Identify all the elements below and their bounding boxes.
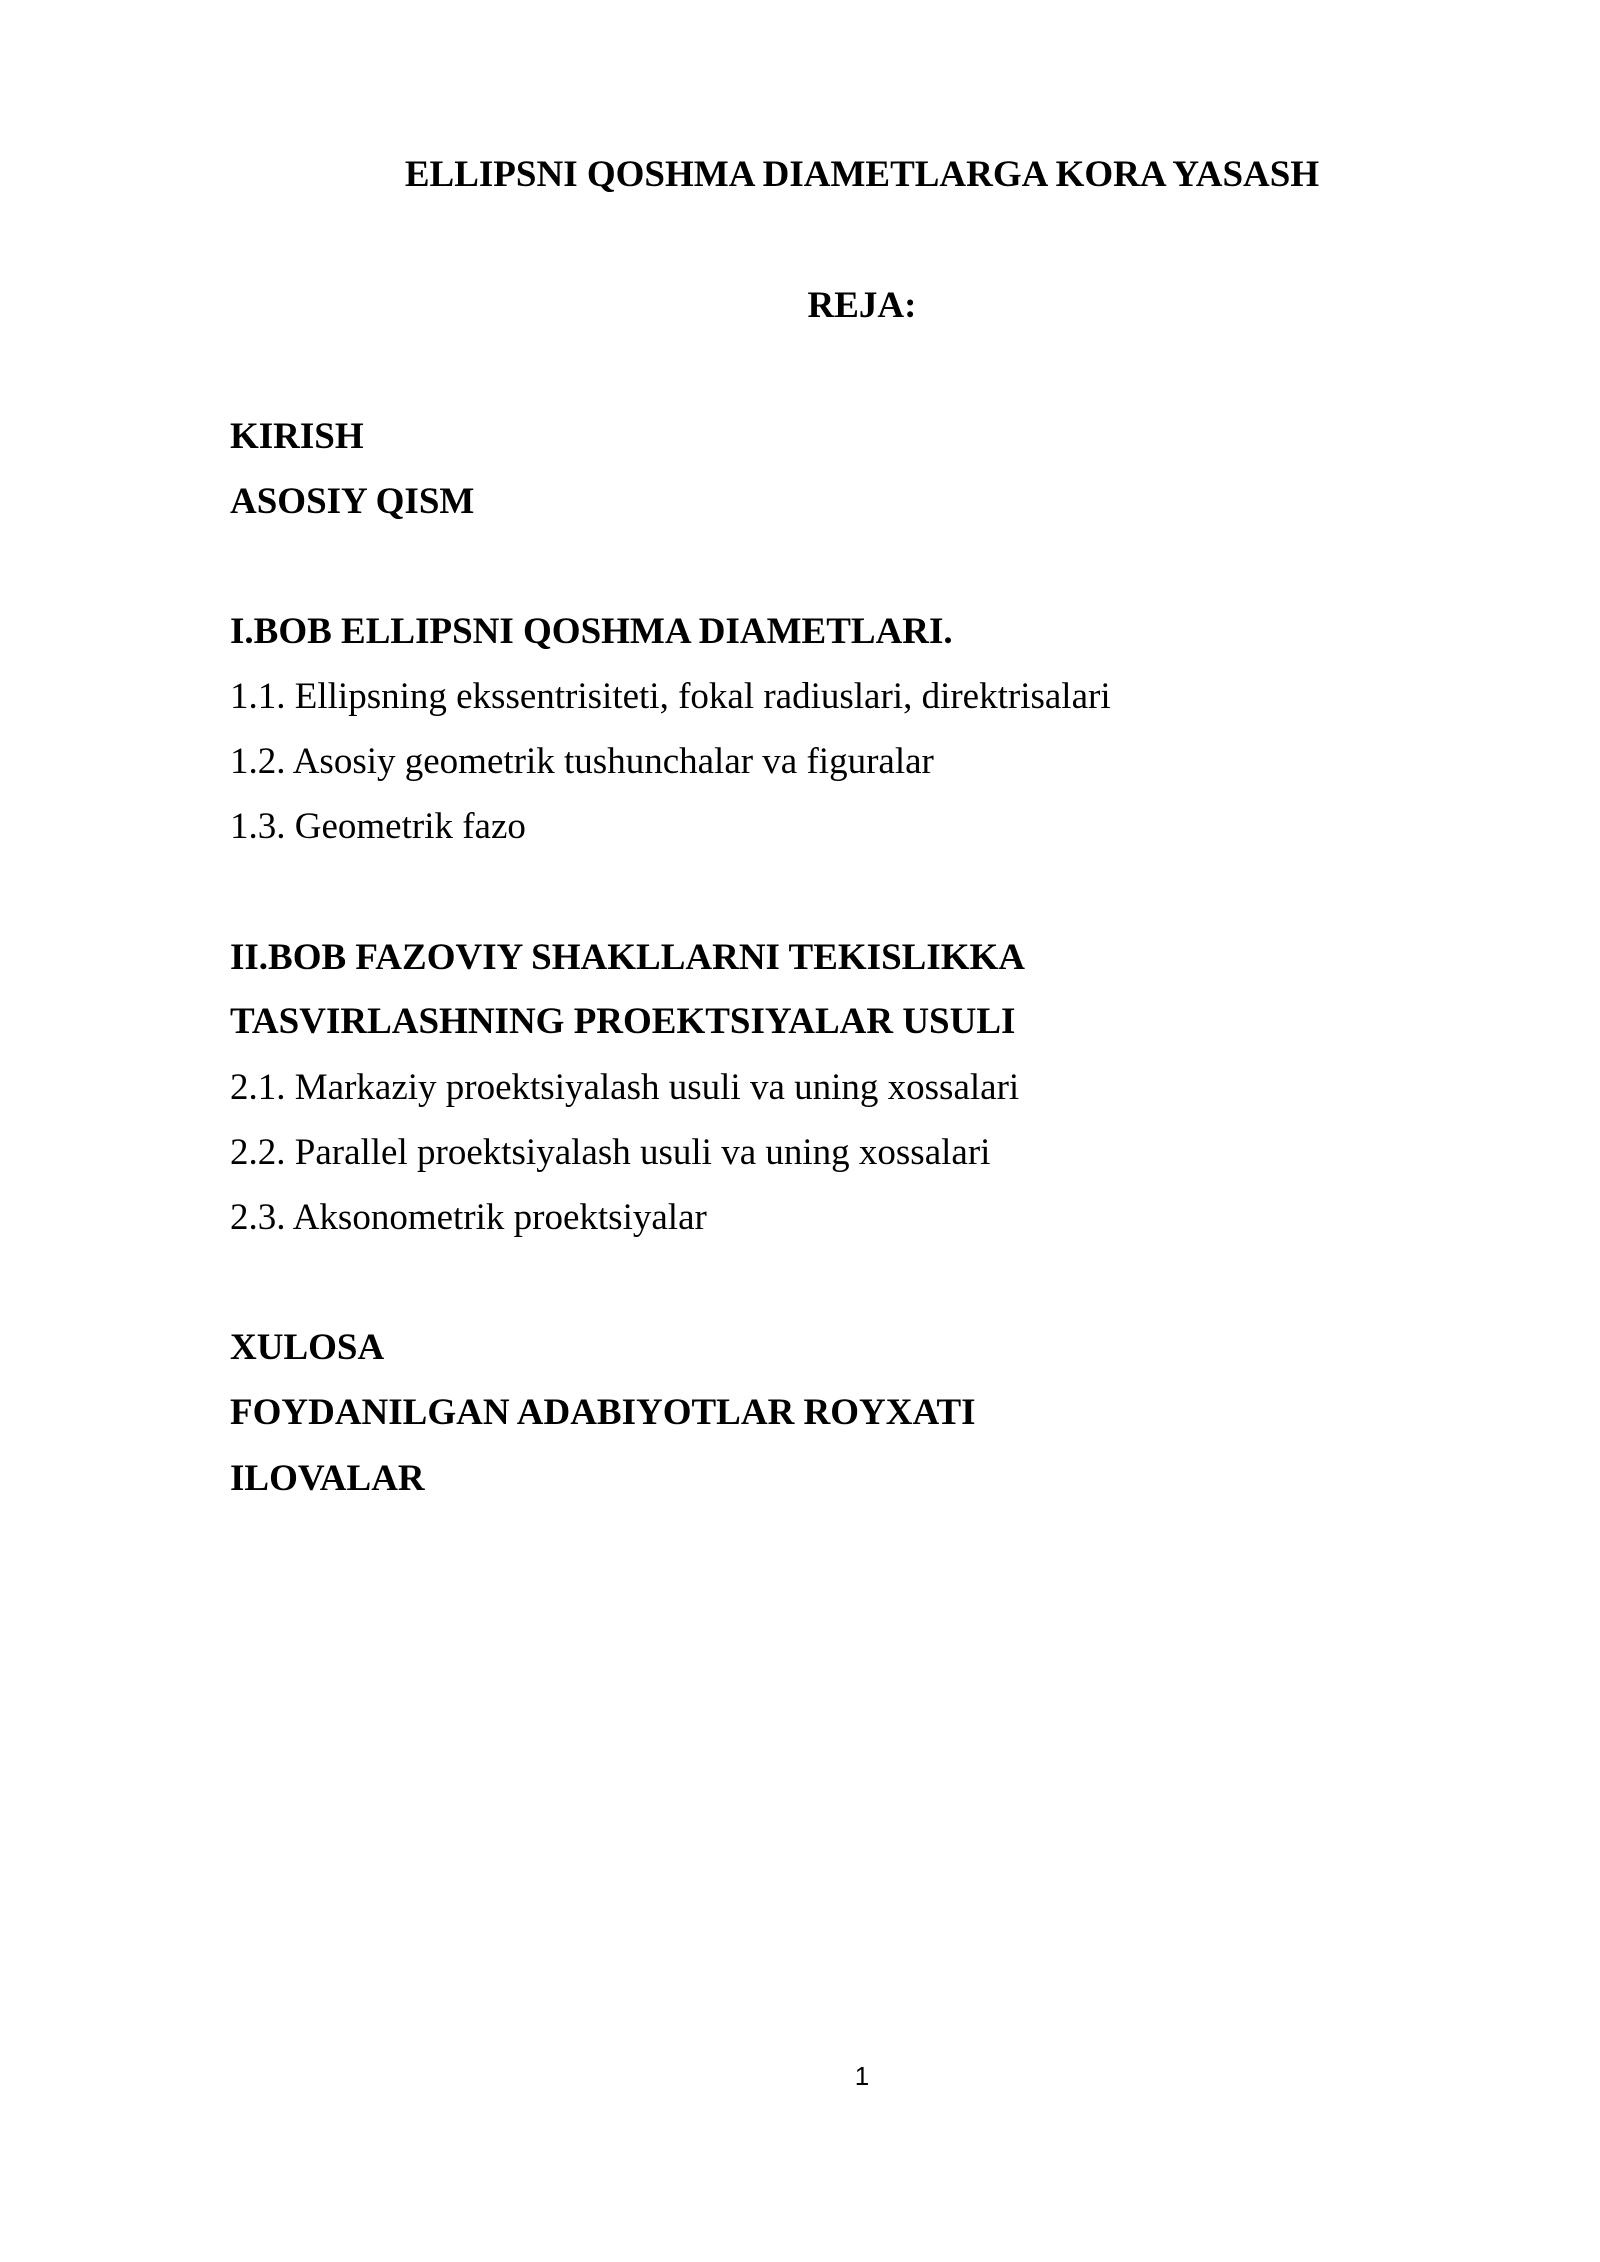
toc-chapter2-item: 2.2. Parallel proektsiyalash usuli va uning xossalari	[230, 1132, 991, 1173]
toc-references: FOYDANILGAN ADABIYOTLAR ROYXATI	[230, 1392, 976, 1433]
document-title: ELLIPSNI QOSHMA DIAMETLARGA KORA YASASH	[404, 154, 1320, 195]
toc-chapter1-heading: I.BOB ELLIPSNI QOSHMA DIAMETLARI.	[230, 611, 953, 652]
toc-appendices: ILOVALAR	[230, 1458, 425, 1499]
toc-conclusion: XULOSA	[230, 1327, 385, 1368]
toc-chapter2-item: 2.3. Aksonometrik proektsiyalar	[230, 1197, 707, 1238]
toc-intro: KIRISH	[230, 416, 364, 457]
toc-chapter2-item: 2.1. Markaziy proektsiyalash usuli va uning xossalari	[230, 1067, 1020, 1108]
page-number: 1	[854, 2061, 870, 2091]
toc-main-part: ASOSIY QISM	[230, 481, 475, 522]
toc-chapter2-heading-line1: II.BOB FAZOVIY SHAKLLARNI TEKISLIKKA	[230, 937, 1026, 978]
toc-chapter2-heading-line2: TASVIRLASHNING PROEKTSIYALAR USULI	[230, 1001, 1016, 1042]
toc-chapter1-item: 1.1. Ellipsning ekssentrisiteti, fokal radiuslari, direktrisalari	[230, 676, 1111, 717]
plan-heading: REJA:	[807, 285, 917, 326]
toc-chapter1-item: 1.3. Geometrik fazo	[230, 806, 526, 847]
toc-chapter1-item: 1.2. Asosiy geometrik tushunchalar va figuralar	[230, 741, 934, 782]
